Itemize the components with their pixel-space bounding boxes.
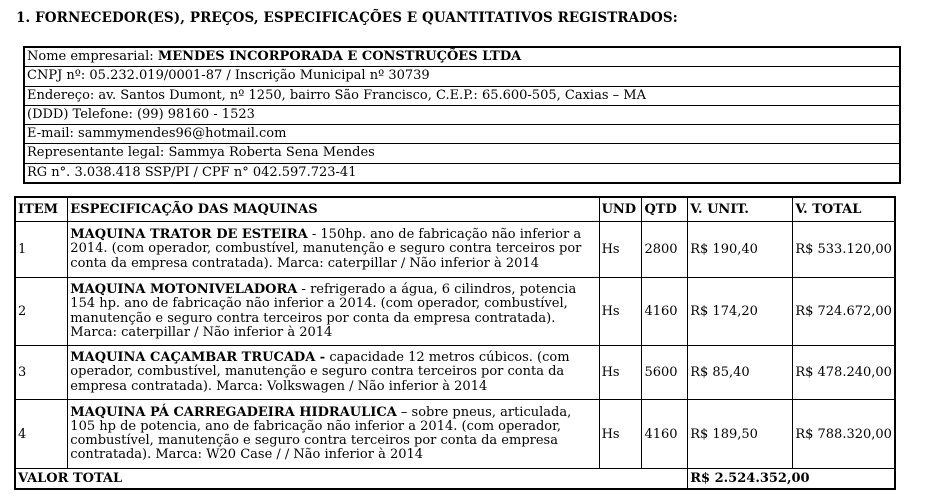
row-spec (68, 400, 599, 469)
row-total: R$ 724.672,00 (793, 278, 895, 346)
supplier-name-value: MENDES INCORPORADA E CONSTRUÇÕES LTDA (157, 49, 522, 64)
table-row (15, 346, 895, 400)
row-total: R$ 788.320,00 (793, 400, 895, 469)
total-label: VALOR TOTAL (15, 469, 688, 490)
table-row (15, 400, 895, 469)
supplier-phone: (DDD) Telefone: (99) 98160 - 1523 (25, 106, 899, 125)
row-item: 3 (15, 346, 68, 400)
row-spec-desc: - 150hp. ano de fabricação não inferior a 2014. (com operador, combustível, manutenção e seguro contra terceiros por conta da empresa contratada). Marca: caterpillar / Não inferior à 2014 (70, 227, 582, 271)
table-row (15, 278, 895, 346)
supplier-name-row (25, 48, 899, 67)
row-spec-name: MAQUINA TRATOR DE ESTEIRA (70, 227, 308, 243)
row-item: 2 (15, 278, 68, 346)
section-heading: 1. FORNECEDOR(ES), PREÇOS, ESPECIFICAÇÕES E QUANTITATIVOS REGISTRADOS: (16, 10, 678, 26)
row-total: R$ 533.120,00 (793, 222, 895, 278)
header-total: V. TOTAL (793, 197, 895, 222)
row-item: 4 (15, 400, 68, 469)
row-spec-name: MAQUINA PÁ CARREGADEIRA HIDRAULICA (70, 404, 397, 420)
row-unit-price: R$ 174,20 (688, 278, 793, 346)
header-item: ITEM (15, 197, 68, 222)
header-unit: UND (599, 197, 642, 222)
row-unit-price: R$ 190,40 (688, 222, 793, 278)
header-unit-price: V. UNIT. (688, 197, 793, 222)
row-unit-price: R$ 85,40 (688, 346, 793, 400)
row-spec-desc: capacidade 12 metros cúbicos. (com operador, combustível, manutenção e seguro contra terceiros por conta da empresa contratada). Marca: Volkswagen / Não inferior à 2014 (70, 350, 570, 394)
table-row (15, 222, 895, 278)
supplier-documents: RG n°. 3.038.418 SSP/PI / CPF n° 042.597.723-41 (27, 164, 357, 180)
row-unit: Hs (599, 222, 642, 278)
supplier-email: E-mail: sammymendes96@hotmail.com (25, 125, 899, 144)
total-value: R$ 2.524.352,00 (688, 469, 895, 490)
header-spec: ESPECIFICAÇÃO DAS MAQUINAS (68, 197, 599, 222)
row-qty: 4160 (642, 278, 688, 346)
row-spec-desc: – sobre pneus, articulada, 105 hp de potencia, ano de fabricação não inferior a 2014. (com operador, combustível, manutenção e seguro contra terceiros por conta da empresa contratada). Marca: W20 Case / / Não inferior à 2014 (70, 404, 572, 463)
row-spec-name: MAQUINA MOTONIVELADORA (70, 282, 298, 298)
supplier-name-label: Nome empresarial: (27, 49, 158, 64)
row-spec (68, 222, 599, 278)
header-qty: QTD (642, 197, 688, 222)
supplier-cnpj: CNPJ nº: 05.232.019/0001-87 / Inscrição Municipal nº 30739 (25, 67, 899, 86)
supplier-representative: Representante legal: Sammya Roberta Sena Mendes (25, 144, 899, 163)
row-item: 1 (15, 222, 68, 278)
supplier-address: Endereço: av. Santos Dumont, nº 1250, bairro São Francisco, C.E.P.: 65.600-505, Caxias – MA (25, 87, 899, 106)
row-qty: 2800 (642, 222, 688, 278)
row-spec-desc: - refrigerado a água, 6 cilindros, potencia 154 hp. ano de fabricação não inferior a 2014. (com operador, combustível, manutenção e seguro contra terceiros por conta da empresa contratada). Marca: caterpillar / Não inferior à 2014 (70, 282, 577, 340)
row-spec-name: MAQUINA CAÇAMBAR TRUCADA - (70, 350, 326, 366)
row-unit: Hs (599, 278, 642, 346)
row-spec (68, 278, 599, 346)
table-header-row (15, 197, 895, 222)
table-total-row (15, 469, 895, 490)
row-unit-price: R$ 189,50 (688, 400, 793, 469)
row-unit: Hs (599, 400, 642, 469)
row-qty: 4160 (642, 400, 688, 469)
machines-price-table (14, 196, 896, 490)
row-qty: 5600 (642, 346, 688, 400)
row-unit: Hs (599, 346, 642, 400)
row-spec (68, 346, 599, 400)
row-total: R$ 478.240,00 (793, 346, 895, 400)
supplier-info-box (23, 46, 901, 184)
